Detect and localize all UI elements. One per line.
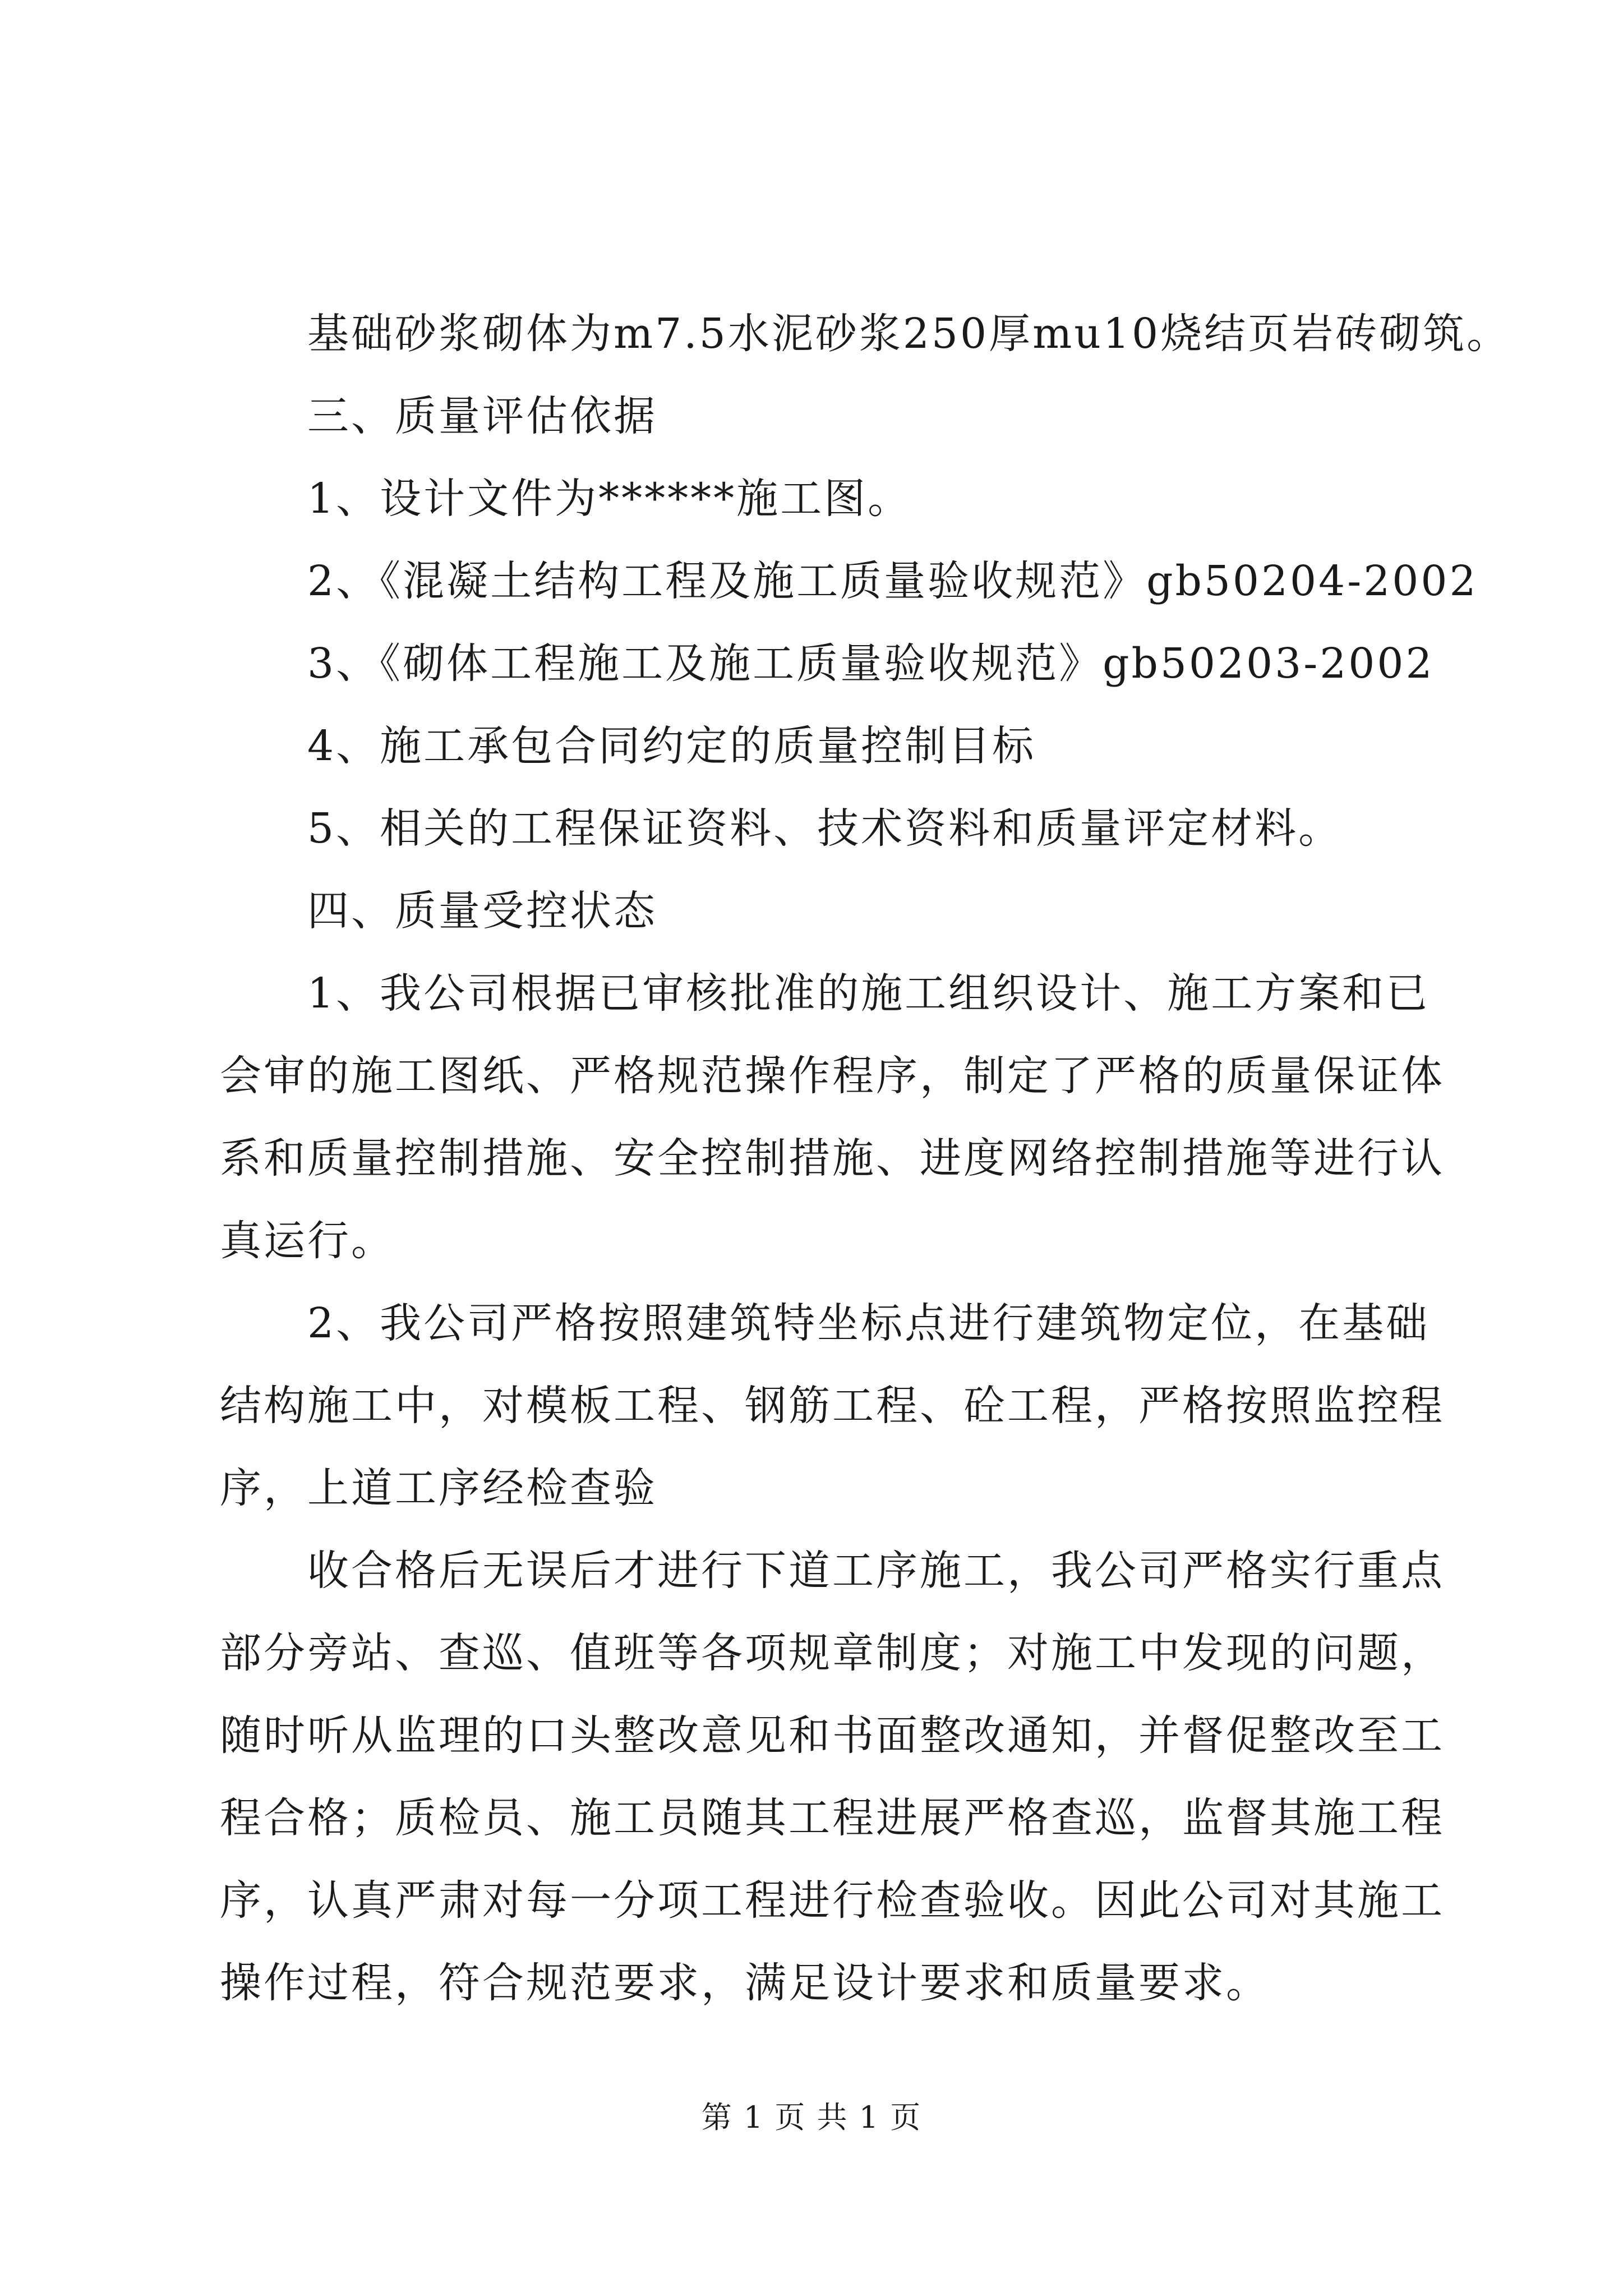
paragraph-line: 收合格后无误后才进行下道工序施工，我公司严格实行重点	[307, 1547, 1445, 1595]
paragraph-line: 系和质量控制措施、安全控制措施、进度网络控制措施等进行认	[220, 1134, 1445, 1182]
page-number-footer: 第 1 页 共 1 页	[701, 2100, 922, 2135]
list-item: 2、《混凝土结构工程及施工质量验收规范》gb50204-2002	[307, 557, 1478, 605]
paragraph-line: 部分旁站、查巡、值班等各项规章制度；对施工中发现的问题，	[220, 1629, 1445, 1677]
paragraph-line: 2、我公司严格按照建筑特坐标点进行建筑物定位，在基础	[307, 1299, 1430, 1347]
list-item: 4、施工承包合同约定的质量控制目标	[307, 722, 1036, 770]
paragraph-line: 程合格；质检员、施工员随其工程进展严格查巡，监督其施工程	[220, 1794, 1445, 1842]
list-item: 3、《砌体工程施工及施工质量验收规范》gb50203-2002	[307, 639, 1435, 688]
list-item: 5、相关的工程保证资料、技术资料和质量评定材料。	[307, 804, 1343, 853]
paragraph-line: 真运行。	[220, 1217, 395, 1265]
section-heading: 四、质量受控状态	[307, 887, 657, 935]
paragraph-line: 序，上道工序经检查验	[220, 1464, 657, 1512]
section-heading: 三、质量评估依据	[307, 392, 657, 440]
paragraph-line: 操作过程，符合规范要求，满足设计要求和质量要求。	[220, 1959, 1270, 2007]
list-item: 1、设计文件为******施工图。	[307, 475, 912, 523]
paragraph-line: 序，认真严肃对每一分项工程进行检查验收。因此公司对其施工	[220, 1876, 1445, 1925]
text-line: 基础砂浆砌体为m7.5水泥砂浆250厚mu10烧结页岩砖砌筑。	[307, 310, 1511, 358]
paragraph-line: 结构施工中，对模板工程、钢筋工程、砼工程，严格按照监控程	[220, 1382, 1445, 1430]
paragraph-line: 会审的施工图纸、严格规范操作程序，制定了严格的质量保证体	[220, 1052, 1445, 1100]
paragraph-line: 随时听从监理的口头整改意见和书面整改通知，并督促整改至工	[220, 1711, 1445, 1760]
paragraph-line: 1、我公司根据已审核批准的施工组织设计、施工方案和已	[307, 969, 1430, 1018]
